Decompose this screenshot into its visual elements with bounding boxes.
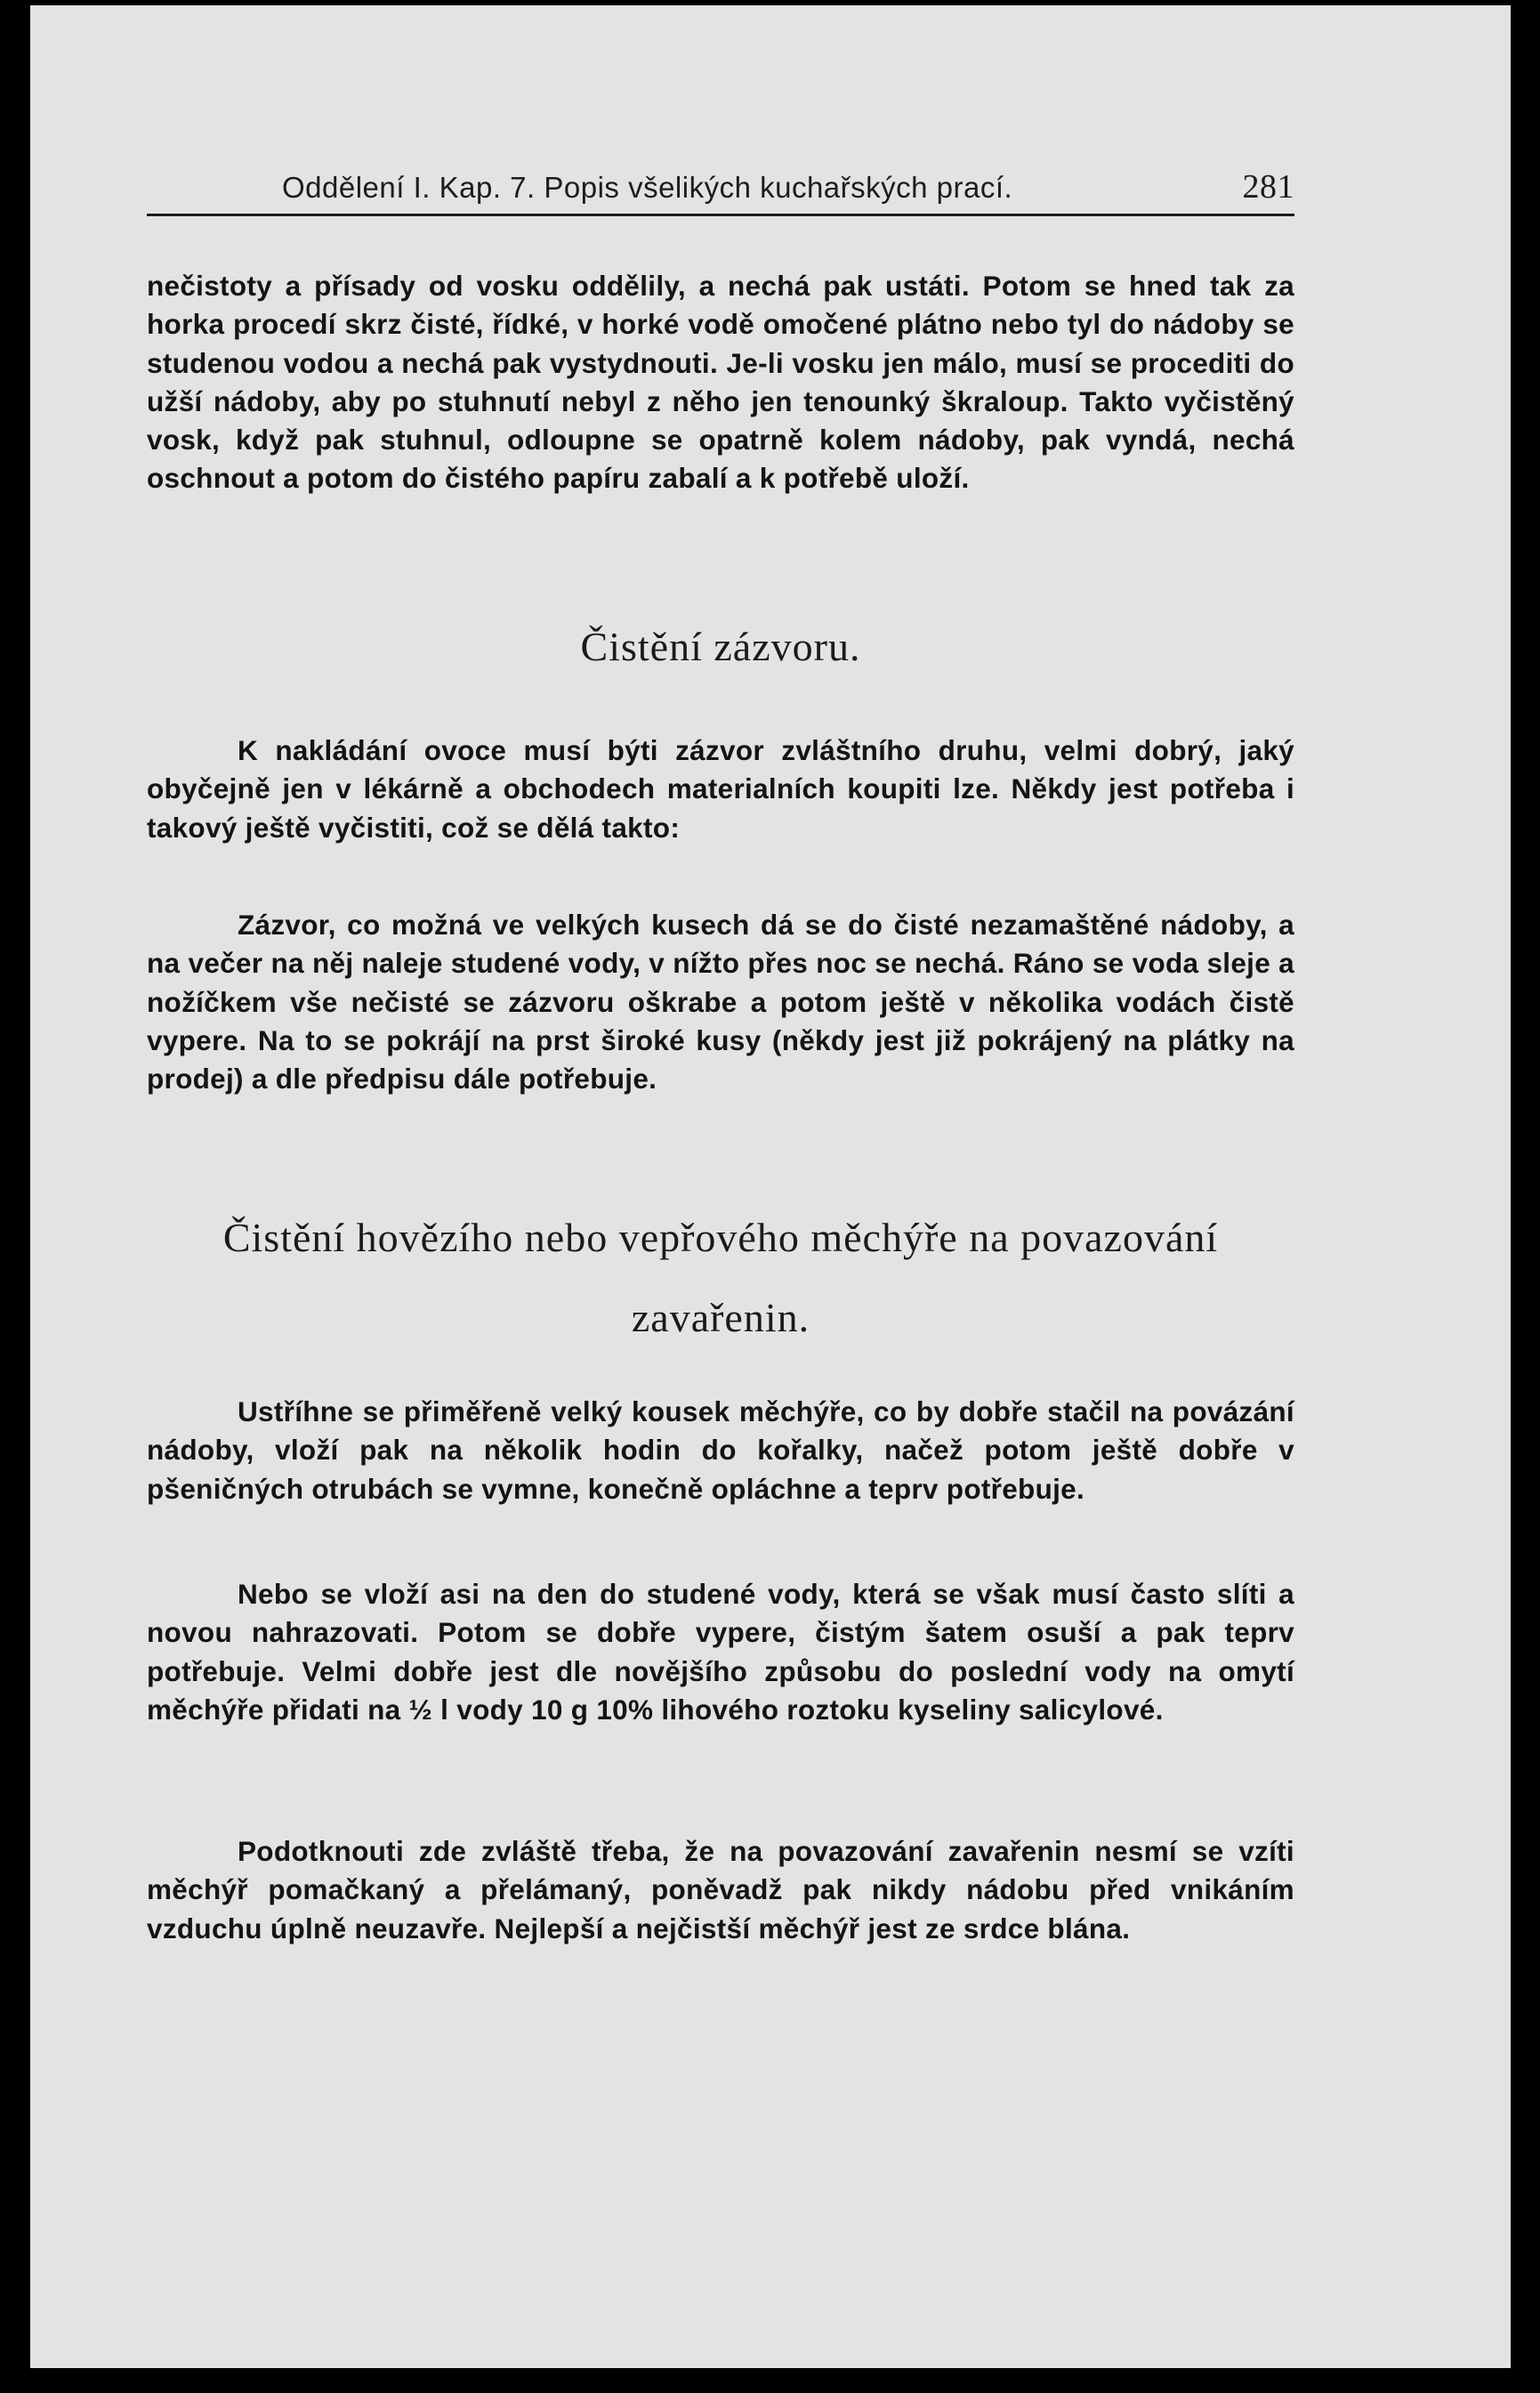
bladder-paragraph-1: Ustříhne se přiměřeně velký kousek měchýře, co by dobře stačil na povázání nádoby, vloží pak na několik hodin do kořalky, načež potom ještě dobře v pšeničných otrubách se vymne, konečně opláchne a teprv potřebuje. <box>147 1395 1294 1505</box>
bladder-paragraph-2: Nebo se vloží asi na den do studené vody, která se však musí často slíti a novou nahrazovati. Potom se dobře vypere, čistým šatem osuší a pak teprv potřebuje. Velmi dobře jest dle novějšího způsobu do poslední vody na omytí měchýře přidati na ½ l vody 10 g 10% lihového roztoku kyseliny salicylové. <box>147 1578 1294 1726</box>
ginger-paragraph-2: Zázvor, co možná ve velkých kusech dá se do čisté nezamaštěné nádoby, a na večer na něj naleje studené vody, v nížto přes noc se nechá. Ráno se voda sleje a nožíčkem vše nečisté se zázvoru oškrabe a potom ještě v několika vodách čistě vypere. Na to se pokrájí na prst široké kusy (někdy jest již pokrájený na plátky na prodej) a dle předpisu dále potřebuje. <box>147 909 1294 1095</box>
running-title: Oddělení I. Kap. 7. Popis všelikých kuchařských prací. <box>282 171 1013 204</box>
ginger-paragraph-1: K nakládání ovoce musí býti zázvor zvláštního druhu, velmi dobrý, jaký obyčejně jen v lékárně a obchodech materialních koupiti lze. Někdy jest potřeba i takový ještě vyčistiti, což se dělá takto: <box>147 734 1294 844</box>
continuation-paragraph: nečistoty a přísady od vosku oddělily, a nechá pak ustáti. Potom se hned tak za horka procedí skrz čisté, řídké, v horké vodě omočené plátno nebo tyl do nádoby se studenou vodou a nechá pak vystydnouti. Je-li vosku jen málo, musí se procediti do užší nádoby, aby po stuhnutí nebyl z něho jen tenounký škraloup. Takto vyčistěný vosk, když pak stuhnul, odloupne se opatrně kolem nádoby, pak vyndá, nechá oschnout a potom do čistého papíru zabalí a k potřebě uloží. <box>147 270 1294 495</box>
header-rule <box>147 214 1294 216</box>
section-title-bladder: Čistění hovězího nebo vepřového měchýře na povazování zavařenin. <box>222 1215 1219 1340</box>
bladder-paragraph-3: Podotknouti zde zvláště třeba, že na povazování zavařenin nesmí se vzíti měchýř pomačkaný a přelámaný, poněvadž pak nikdy nádobu před vnikáním vzduchu úplně neuzavře. Nejlepší a nejčistší měchýř jest ze srdce blána. <box>147 1835 1294 1944</box>
page-number: 281 <box>1242 168 1294 206</box>
section-title-ginger: Čistění zázvoru. <box>580 624 861 669</box>
page-header <box>147 167 1294 212</box>
